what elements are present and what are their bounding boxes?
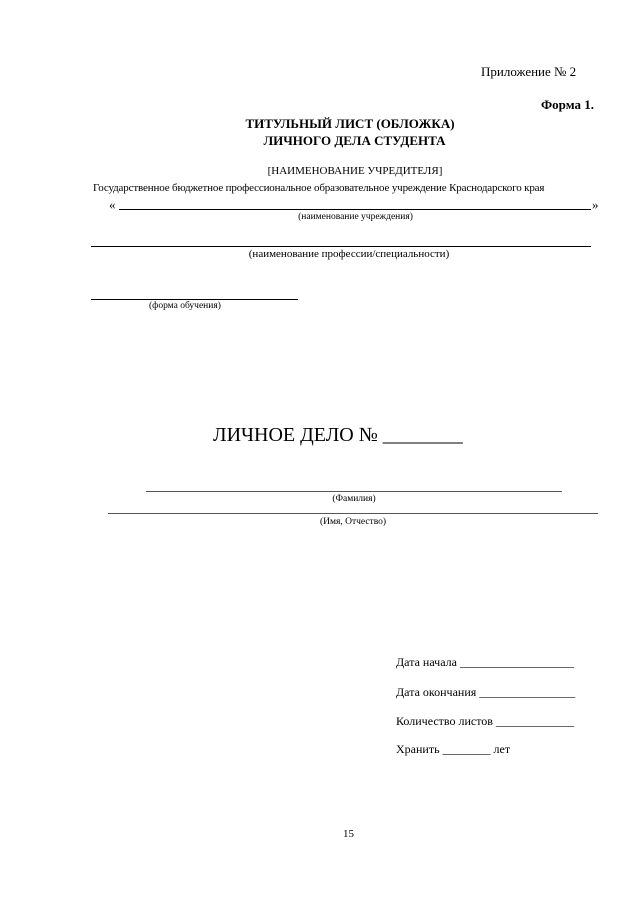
profession-caption: (наименование профессии/специальности) [248,248,450,260]
title-line-1: ТИТУЛЬНЫЙ ЛИСТ (ОБЛОЖКА) [245,116,455,131]
start-date-field: Дата начала ___________________ [396,655,574,669]
appendix-label: Приложение № 2 [481,64,577,79]
form-label: Форма 1. [541,97,594,112]
institution-line [119,209,591,210]
organization-name: Государственное бюджетное профессиональное образовательное учреждение Краснодарского края [93,182,545,194]
surname-line [146,491,562,492]
given-names-caption: (Имя, Отчество) [319,517,387,527]
quote-open: « [109,197,116,212]
study-form-line [91,299,298,300]
page-number: 15 [343,828,354,840]
founder-placeholder: [НАИМЕНОВАНИЕ УЧРЕДИТЕЛЯ] [267,165,443,177]
surname-caption: (Фамилия) [332,494,376,504]
title-line-2: ЛИЧНОГО ДЕЛА СТУДЕНТА [263,133,446,148]
quote-close: » [592,197,599,212]
profession-line [91,246,591,247]
end-date-field: Дата окончания ________________ [396,685,576,699]
given-names-line [108,513,598,514]
case-title: ЛИЧНОЕ ДЕЛО № ________ [213,424,463,446]
study-form-caption: (форма обучения) [149,301,221,311]
institution-caption: (наименование учреждения) [298,212,413,222]
sheet-count-field: Количество листов _____________ [396,714,574,728]
storage-period-field: Хранить ________ лет [396,742,511,756]
